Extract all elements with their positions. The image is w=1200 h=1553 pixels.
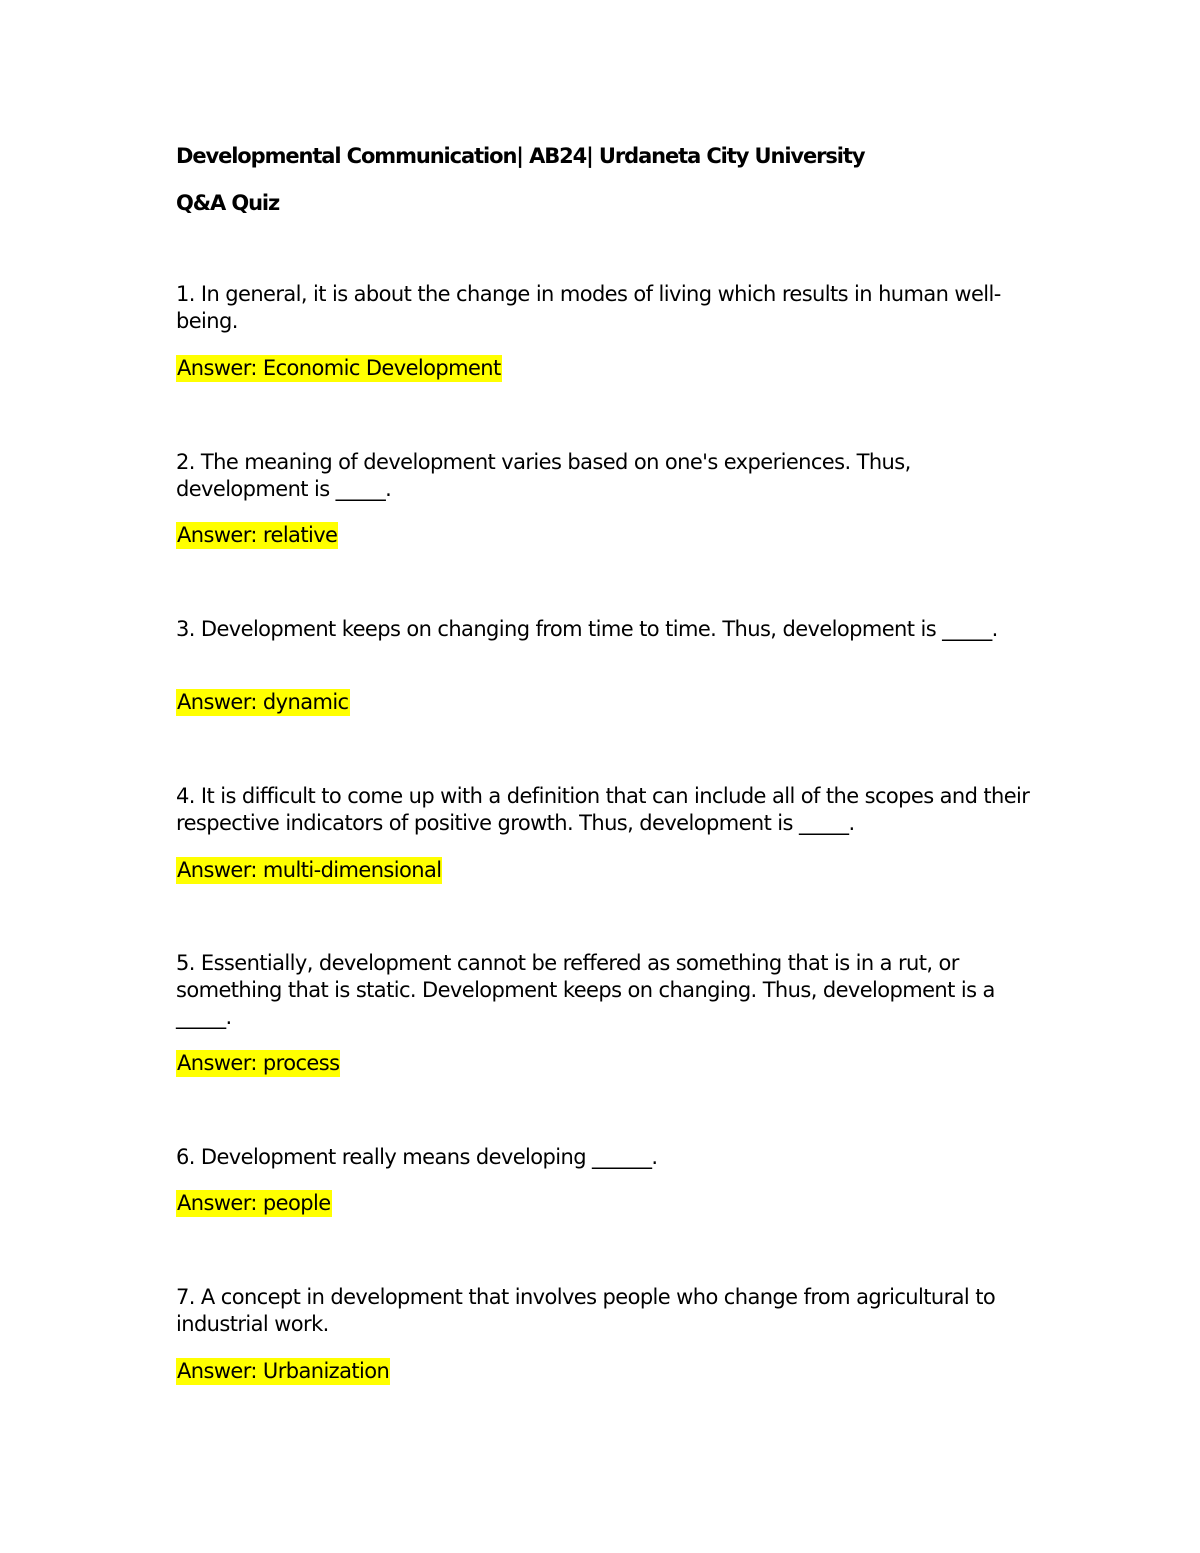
- question-4: 4. It is difficult to come up with a definition that can include all of the scopes and their respective indicators of positive growth. Thus, development is _____.: [176, 784, 1030, 835]
- answer-3: [176, 689, 1046, 716]
- answer-4: [176, 857, 1046, 884]
- answer-2-text: Answer: relative: [177, 523, 338, 547]
- question-6: 6. Development really means developing ______.: [176, 1145, 658, 1169]
- answer-7-text: Answer: Urbanization: [177, 1359, 390, 1383]
- question-1: 1. In general, it is about the change in modes of living which results in human well-being.: [176, 282, 1001, 333]
- answer-6: [176, 1190, 1046, 1217]
- question-7: 7. A concept in development that involves people who change from agricultural to industrial work.: [176, 1285, 996, 1336]
- answer-7: [176, 1358, 1046, 1385]
- document-title: Developmental Communication| AB24| Urdaneta City University: [176, 144, 865, 168]
- question-3: 3. Development keeps on changing from time to time. Thus, development is _____.: [176, 617, 998, 641]
- question-5: 5. Essentially, development cannot be reffered as something that is in a rut, or something that is static. Development keeps on changing. Thus, development is a _____.: [176, 951, 995, 1029]
- answer-6-text: Answer: people: [177, 1191, 331, 1215]
- answer-3-text: Answer: dynamic: [177, 690, 349, 714]
- answer-2: [176, 522, 1046, 549]
- answer-4-text: Answer: multi-dimensional: [177, 858, 442, 882]
- document-subtitle: Q&A Quiz: [176, 191, 280, 215]
- answer-5: [176, 1050, 1046, 1077]
- answer-5-text: Answer: process: [177, 1051, 340, 1075]
- question-2: 2. The meaning of development varies based on one's experiences. Thus, development is _____.: [176, 450, 911, 501]
- answer-1: [176, 355, 1046, 382]
- answer-1-text: Answer: Economic Development: [177, 356, 501, 380]
